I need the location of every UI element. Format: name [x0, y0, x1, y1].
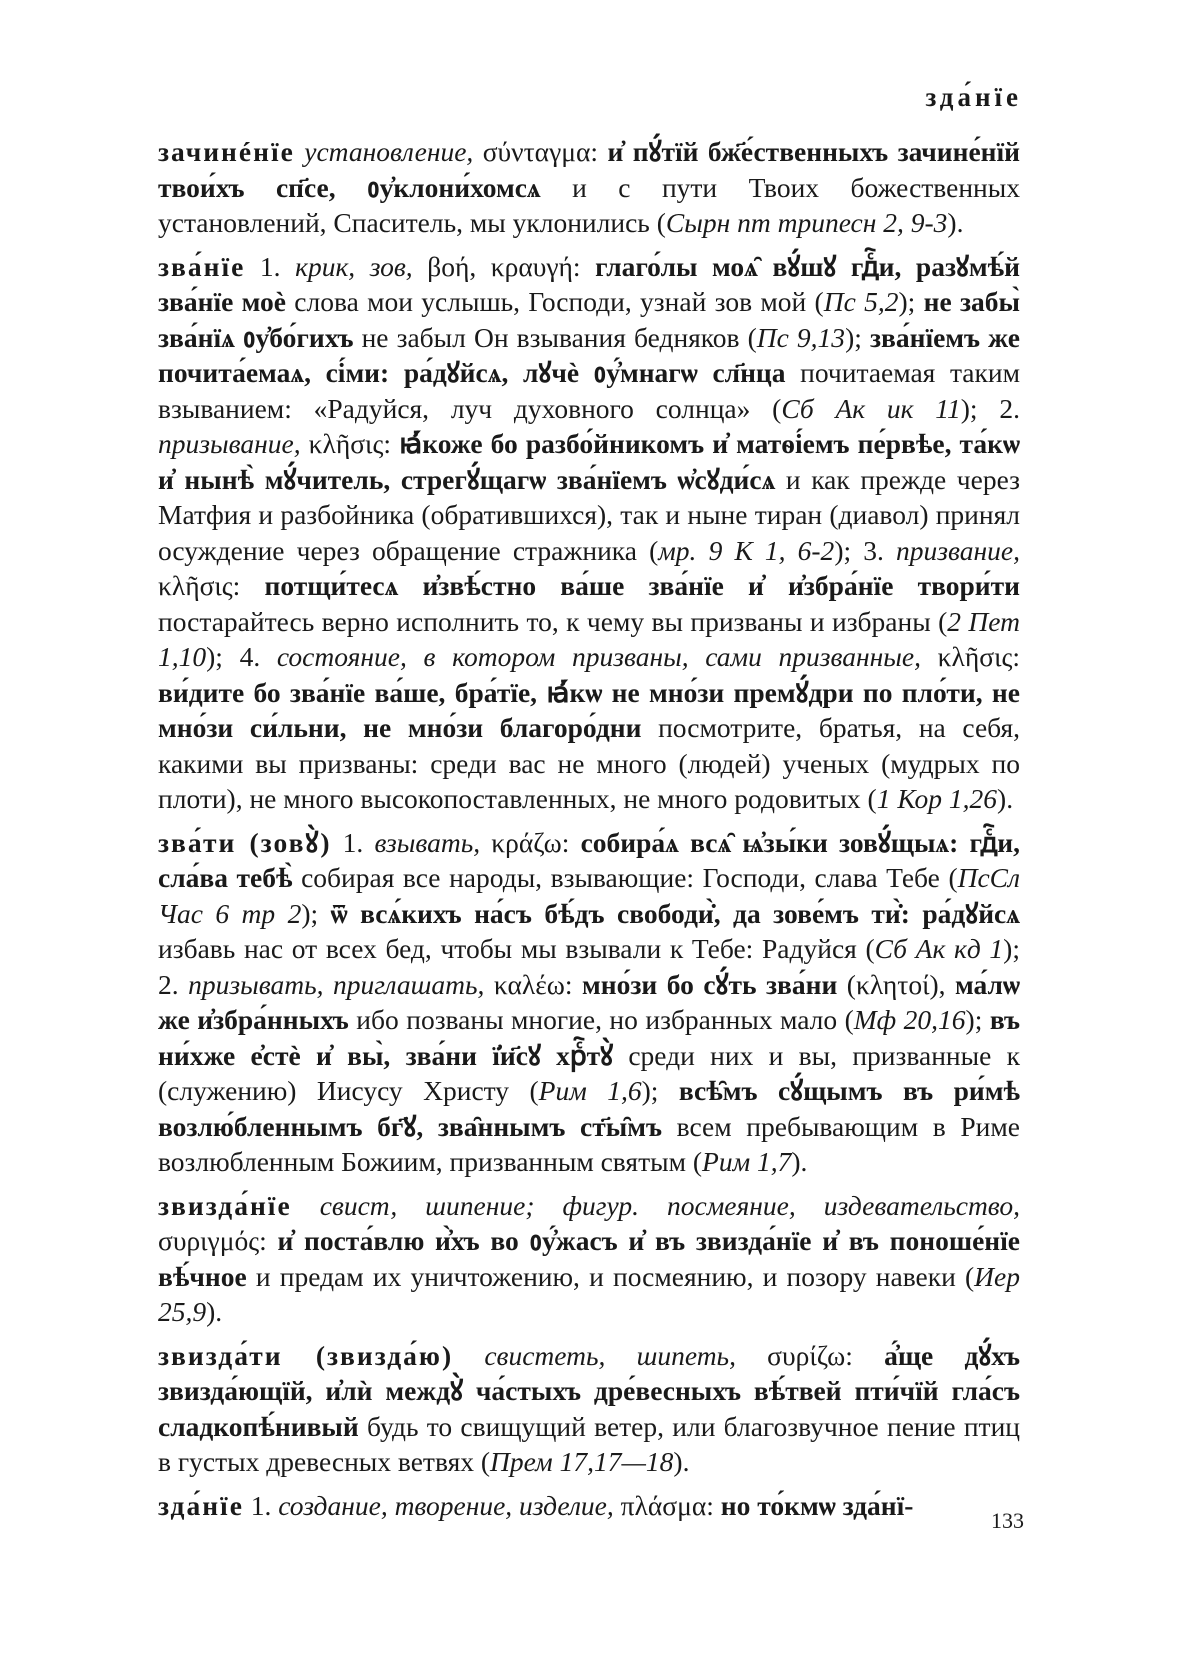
church-slavonic-quote: а҆́ще дꙋ́хъ звизда́ющїй, и҆лѝ междꙋ̀ ча́стыхъ дре́весныхъ вѣ́твей пти́чїй гла́съ сладкопѣ́нивый	[158, 1339, 1021, 1442]
text-run: собирая все народы, взывающие: Господи, слава Тебе (	[292, 862, 958, 893]
text-run: );	[641, 1075, 679, 1106]
italic-text: крик, зов,	[295, 250, 413, 282]
headword: зва́ти (зовꙋ̀)	[158, 826, 332, 858]
italic-text: мр. 9 К 1, 6-2	[658, 534, 835, 566]
text-run: ); 2.	[158, 933, 1020, 1000]
text-run: и с пути Твоих божественных установлений, Спаситель, мы уклонились (	[158, 171, 1020, 238]
italic-text: создание, творение, изделие,	[278, 1489, 614, 1521]
italic-text: свист, шипение; фигур. посмеяние, издевательство,	[319, 1189, 1021, 1221]
text-run: ); 4.	[206, 641, 277, 672]
running-head: зда́нїе	[925, 82, 1022, 112]
text-run: почитаемая таким взыванием: «Радуйся, луч духовного солнца» (	[158, 357, 1020, 424]
entry-paragraph	[158, 1188, 1020, 1330]
church-slavonic-quote: ѿ всѧ́кихъ на́съ бѣ́дъ свободи̇̀, да зове́мъ ти̇̀: ра́дꙋйсѧ	[330, 897, 1020, 929]
page-number: 133	[991, 1508, 1024, 1533]
text-run: ).	[206, 1296, 223, 1327]
church-slavonic-quote: ма́лѡ же и҆збра́нныхъ	[158, 968, 1020, 1035]
italic-text: 1 Кор 1,26	[876, 783, 998, 814]
church-slavonic-quote: ви́дите бо зва́нїе ва́ше, бра́тїе, ꙗ҆́кѡ не мно́зи премꙋ́дри по пло́ти, не мно́зи си́льни, не мно́зи благоро́дни	[158, 676, 1020, 743]
text-run	[292, 1190, 320, 1221]
text-run: среди них и вы, призванные к (служению) Иисусу Христу (	[158, 1039, 1020, 1106]
entry-paragraph	[158, 825, 1020, 1180]
text-run: ).	[791, 1146, 808, 1177]
dictionary-body	[158, 134, 1020, 1531]
dictionary-entry	[158, 1488, 1020, 1524]
italic-text: взывать,	[374, 826, 481, 858]
dictionary-entry	[158, 825, 1020, 1180]
headword: зда́нїе	[158, 1489, 244, 1521]
text-run: κλῆσις:	[921, 641, 1020, 672]
italic-text: призывать, приглашать,	[188, 968, 485, 1000]
italic-text: Рим 1,6	[538, 1075, 642, 1106]
italic-text: установление,	[304, 136, 474, 167]
dictionary-entry	[158, 134, 1020, 241]
text-run: (κλητοί),	[837, 968, 956, 1000]
italic-text: Пс 5,2	[823, 286, 899, 317]
entry-paragraph	[158, 1488, 1020, 1524]
text-run: ).	[947, 207, 964, 238]
text-run: посмотрите, братья, на себя, какими вы призваны: среди вас не много (людей) ученых (мудрых по плоти), не много высокопоставленных, не много родовитых (	[158, 712, 1020, 814]
text-run: συριγμός:	[158, 1225, 278, 1256]
dictionary-entry	[158, 1188, 1020, 1330]
italic-text: Мф 20,16	[853, 1004, 966, 1035]
text-run: ); 2.	[960, 392, 1020, 424]
text-run: не забыл Он взывания бедняков (	[353, 321, 757, 353]
church-slavonic-quote: собира́ѧ всѧ̑ ѩ҆зы́ки зовꙋ́щыѧ: гдⷭ҇и, сла́ва тебѣ̀	[158, 826, 1021, 893]
dictionary-entry	[158, 1338, 1020, 1480]
entry-paragraph	[158, 134, 1020, 241]
italic-text: призывание,	[158, 428, 301, 459]
church-slavonic-quote: и҆ пꙋ́тїй бж҃е́ственныхъ зачине́нїй твои́хъ сп҃се, ᲂу҆клони́хомсѧ	[158, 136, 1021, 203]
text-run: будь то свищущий ветер, или благозвучное пение птиц в густых древесных ветвях (	[158, 1410, 1020, 1477]
text-run: и предам их уничтожению, и посмеянию, и позору навеки (	[246, 1260, 975, 1292]
text-run: κράζω:	[480, 826, 581, 858]
text-run: καλέω:	[484, 968, 583, 1000]
church-slavonic-quote: потщи́тесѧ и҆звѣ́стно ва́ше зва́нїе и҆ и҆збра́нїе твори́ти	[264, 570, 1020, 601]
headword: зва́нїе	[158, 250, 246, 282]
church-slavonic-quote: глаго́лы моѧ̑ вꙋ́шꙋ гдⷭ҇и, разꙋмѣ́й зва́нїе моѐ	[158, 250, 1021, 317]
italic-text: состояние, в котором призваны, сами призванные,	[276, 641, 921, 672]
text-run: 1.	[245, 250, 296, 282]
text-run: βοή, κραυγή:	[412, 250, 596, 282]
headword: зачинéнїе	[158, 136, 295, 167]
italic-text: свистеть, шипеть,	[484, 1339, 736, 1371]
text-run: );	[965, 1004, 990, 1035]
italic-text: 2 Пет 1,10	[158, 605, 1020, 672]
entry-paragraph	[158, 1338, 1020, 1480]
headword: звизда́ти (звизда́ю)	[158, 1339, 454, 1371]
italic-text: Прем 17,17—18	[490, 1446, 674, 1477]
italic-text: Рим 1,7	[702, 1146, 792, 1177]
text-run: 1.	[243, 1489, 279, 1521]
church-slavonic-quote: но то́кмѡ зда́нї-	[720, 1489, 914, 1521]
headword: звизда́нїе	[158, 1189, 292, 1221]
text-run: );	[898, 286, 924, 317]
text-run: σύνταγμα:	[473, 136, 608, 167]
italic-text: Пс 9,13	[756, 321, 846, 353]
italic-text: Иер 25,9	[158, 1260, 1020, 1327]
text-run: ибо позваны многие, но избранных мало (	[348, 1004, 854, 1035]
text-run: ).	[673, 1446, 690, 1477]
church-slavonic-quote: зва́нїемъ же почита́емаѧ, сі́ми: ра́дꙋйсѧ, лꙋчѐ ᲂу҆́мнагѡ сл҃нца	[158, 321, 1020, 388]
italic-text: ПсСл Час 6 тр 2	[158, 862, 1021, 929]
church-slavonic-quote: мно́зи бо сꙋ́ть зва́ни	[582, 968, 838, 1000]
italic-text: Сб Ак ик 11	[781, 392, 961, 424]
church-slavonic-quote: въ ни́хже е҆стѐ и҆ вы̀, зва́ни ї҆и҃сꙋ хрⷭ҇тꙋ̀	[158, 1004, 1021, 1071]
text-run	[295, 136, 304, 167]
dictionary-entry	[158, 249, 1020, 817]
entry-paragraph	[158, 249, 1020, 817]
italic-text: Сб Ак кд 1	[874, 933, 1004, 964]
text-run: πλάσμα:	[613, 1489, 721, 1521]
text-run: συρίζω:	[735, 1339, 885, 1371]
text-run: всем пребывающим в Риме возлюбленным Божиим, призванным святым (	[158, 1110, 1020, 1177]
church-slavonic-quote: всѣ̑мъ сꙋ́щымъ въ ри́мѣ возлю́бленнымъ бг҃ꙋ, зва̑ннымъ ст҃ы̑мъ	[158, 1075, 1020, 1142]
church-slavonic-quote: не забы̀ зва́нїѧ ᲂу҆бо́гихъ	[158, 286, 1020, 353]
text-run: избавь нас от всех бед, чтобы мы взывали к Тебе: Радуйся (	[158, 933, 875, 964]
text-run: );	[845, 321, 870, 353]
text-run: ).	[997, 783, 1014, 814]
church-slavonic-quote: и҆ поста́влю и҆̀хъ во ᲂу҆́жасъ и҆ въ звизда́нїе и҆ въ поноше́нїе вѣ́чное	[158, 1225, 1020, 1292]
italic-text: призвание,	[896, 534, 1020, 566]
text-run: κλῆσις:	[300, 428, 400, 459]
church-slavonic-quote: ꙗ҆́коже бо разбо́йникомъ и҆ матѳі́емъ пе́рвѣе, та́кѡ и҆ нынѣ̀ мꙋ́читель, стрегꙋ́щагѡ зва́нїемъ ѡ҆сꙋди́сѧ	[158, 428, 1020, 495]
italic-text: Сырн пт трипесн 2, 9-3	[665, 207, 948, 238]
text-run: ); 3.	[834, 534, 897, 566]
text-run: 1.	[331, 826, 375, 858]
text-run: κλῆσις:	[158, 570, 265, 601]
text-run	[453, 1340, 484, 1371]
text-run: постарайтесь верно исполнить то, к чему вы призваны и избраны (	[158, 605, 948, 637]
text-run: );	[301, 897, 331, 929]
text-run: и как прежде через Матфия и разбойника (обратившихся), так и ныне тиран (диавол) принял осуждение через обращение стражника (	[158, 463, 1020, 566]
text-run: слова мои услышь, Господи, узнай зов мой (	[285, 286, 824, 317]
